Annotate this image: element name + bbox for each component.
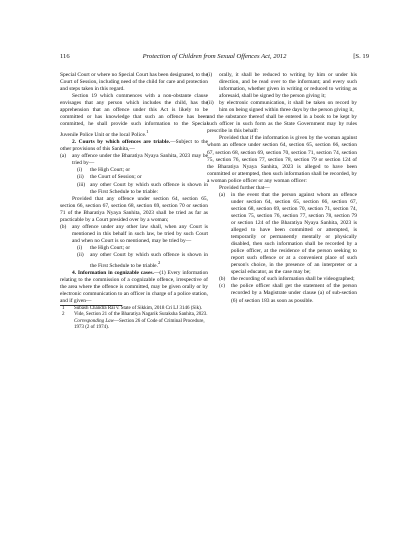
paragraph-text: Section 19 which commences with a non-obstante clause envisages that any person which includes the child, has the apprehension that an offence under this Act is likely to be committed or has knowledge that such an offence has been committed, he shall provide such information to the Special Juvenile Police Unit or the local Police.: [60, 93, 208, 139]
clause-text: any offence under the Bharatiya Nyaya Sanhita, 2023 may be tried by—: [72, 153, 208, 167]
section-text: —(1) Every information relating to the commission of a cognizable offence, irrespective of the area where the offence is committed, may be given orally or by electronic communication to an officer in charge of a police station, and if given—: [60, 269, 209, 305]
proviso: Provided further that—: [219, 184, 270, 191]
paragraph: [60, 93, 208, 139]
footnote-marker: 2: [157, 260, 161, 266]
clause-label: (b): [60, 223, 67, 230]
clause-text: orally, it shall be reduced to writing by him or under his direction, and be read over to the informant; and every such information, whether given in writing or reduced to writing as aforesaid, shall be signed by the person giving it;: [219, 72, 357, 100]
section-number: 2.: [72, 139, 77, 146]
sub-clause-text: any other Court by which such offence is shown in the First Schedule to be triable.: [90, 251, 208, 269]
sub-clause: [60, 252, 208, 270]
section-text: —Subject to the other provisions of this Sanhita,—: [60, 139, 208, 153]
footnote: [60, 312, 208, 318]
running-title: Protection of Children from Sexual Offences Act, 2012: [142, 53, 287, 60]
sub-clause-label: (ii): [77, 174, 84, 181]
running-header: [60, 52, 369, 62]
proviso: Provided that any offence under section 64, section 65, section 66, section 67, section 68, section 69, section 70 or section 71 of the Bharatiya Nyaya Sanhita, 2023 shall be tried as far as practicable by a Court presided over by a woman;: [60, 195, 208, 223]
note-text: —Section 26 of Code of Criminal Procedure, 1973 (2 of 1974).: [74, 318, 205, 331]
page-number: 116: [60, 53, 70, 60]
clause-label: (b): [219, 276, 226, 283]
footnote-text: Vide, Section 21 of the Bharatiya Nagarik Suraksha Sanhita, 2023.: [74, 312, 208, 318]
section-reference: [S. 19: [353, 53, 369, 60]
clause-text: any offence under any other law shall, when any Court is mentioned in this behalf in such law, be tried by such Court and when no Court is so mentioned, may be tried by—: [72, 223, 208, 244]
clause-text: the recording of such information shall be videographed;: [231, 276, 355, 283]
clause-label: (ii): [207, 100, 214, 107]
paragraph: Special Court or where no Special Court has been designated, to the Court of Session, including need of the child for care and protection and steps taken in this regard.: [60, 72, 208, 93]
sub-clause-text: any other Court by which such offence is shown in the First Schedule to be triable:: [90, 181, 208, 195]
clause-label: (c): [219, 283, 226, 290]
sub-clause-label: (ii): [77, 251, 84, 258]
section-number: 4.: [72, 269, 77, 276]
clause-label: (a): [60, 153, 67, 160]
proviso: Provided that if the information is given by the woman against whom an offence under section 64, section 65, section 66, section 67, section 68, section 69, section 70, section 71, section 74, section 75, section 76, section 77, section 78, section 79 or section 124 of the Bharatiya Nyaya Sanhita, 2023 is alleged to have been committed or attempted, then such information shall be recorded, by a woman police officer or any woman officer:: [207, 135, 357, 184]
corresponding-law-note: [60, 319, 208, 332]
sub-clause-text: the High Court; or: [90, 244, 131, 251]
note-label: Corresponding Law: [74, 318, 114, 324]
clause-text: in the event that the person against whom an offence under section 64, section 65, section 66, section 67, section 68, section 69, section 70, section 71, section 74, section 75, section 76, section 77, section 78, section 79 or section 124 of the Bharatiya Nyaya Sanhita, 2023 is alleged to have been committed or attempted, is temporarily or permanently mentally or physically disabled, then such information shall be recorded by a police officer, at the residence of the person seeking to report such offence or at a convenient place of such person's choice, in the presence of an interpreter or a special educator, as the case may be;: [231, 191, 357, 276]
section-title: Information in cognizable cases.: [77, 269, 154, 276]
clause-label: (i): [207, 72, 213, 78]
footnote-label: 1: [62, 306, 65, 312]
clause-c: [207, 283, 357, 304]
sub-clause-label: (iii): [77, 181, 86, 188]
right-column: [207, 72, 357, 305]
section-2-heading: [60, 139, 208, 153]
clause-a: [207, 192, 357, 277]
footnote-text: Subash Chandra Rai v. State of Sikkim, 2018 Cri LJ 3146 (Sik).: [74, 306, 203, 312]
section-title: Courts by which offences are triable.: [78, 139, 171, 146]
clause-text: by electronic communication, it shall be taken on record by him on being signed within three days by the person giving it,: [219, 100, 357, 114]
clause-a: [60, 153, 208, 167]
section-4-heading: [60, 270, 208, 305]
sub-clause: [60, 174, 208, 181]
sub-clause: [60, 245, 208, 252]
footnote-marker: 1: [146, 129, 149, 135]
footnote-label: 2: [62, 312, 65, 318]
clause-text: the police officer shall get the statement of the person recorded by a Magistrate under clause (a) of sub-section (6) of section 183 as soon as possible.: [231, 283, 357, 304]
sub-clause-text: the High Court; or: [90, 167, 131, 174]
sub-clause-label: (i): [77, 244, 83, 251]
paragraph: and the substance thereof shall be entered in a book to be kept by such officer in such form as the State Government may by rules prescribe in this behalf:: [207, 114, 357, 135]
left-column: [60, 72, 208, 331]
clause-b: [60, 224, 208, 245]
sub-clause-text: the Court of Session; or: [90, 174, 142, 181]
sub-clause-label: (i): [77, 167, 83, 174]
clause-label: (a): [219, 191, 226, 198]
clause-i: [207, 72, 357, 100]
sub-clause: [60, 182, 208, 196]
clause-ii: [207, 100, 357, 114]
